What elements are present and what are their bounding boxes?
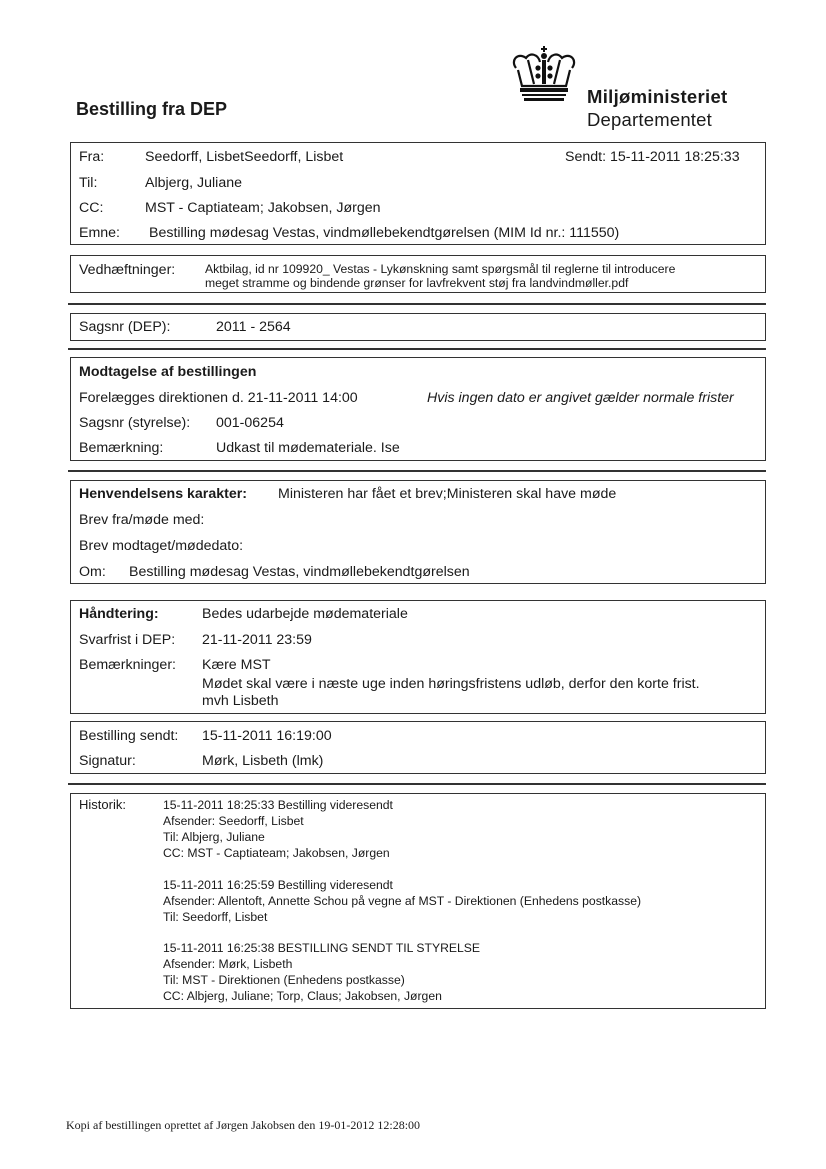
ministry-name [587, 85, 728, 131]
ministry-line2: Departementet [587, 109, 712, 130]
sent-timestamp: Sendt: 15-11-2011 18:25:33 [565, 149, 740, 165]
history-entry-line: Afsender: Seedorff, Lisbet [163, 814, 304, 828]
history-entry-line: Afsender: Allentoft, Annette Schou på vegne af MST - Direktionen (Enhedens postkasse) [163, 894, 642, 908]
inquiry-heading: Henvendelsens karakter: [79, 486, 247, 502]
history-entry-line: Til: Albjerg, Juliane [163, 830, 265, 844]
cc-label: CC: [79, 200, 104, 216]
history-entry-line: 15-11-2011 18:25:33 Bestilling videresendt [163, 798, 393, 812]
signature-label: Signatur: [79, 753, 136, 769]
divider [68, 303, 766, 305]
page-title: Bestilling fra DEP [76, 99, 228, 119]
history-entry-line: CC: MST - Captiateam; Jakobsen, Jørgen [163, 846, 390, 860]
letter-from-label: Brev fra/møde med: [79, 512, 205, 528]
remarks-line: Mødet skal være i næste uge inden høringsfristens udløb, derfor den korte frist. [202, 676, 700, 692]
remarks-line: Kære MST [202, 657, 271, 673]
to-value: Albjerg, Juliane [145, 175, 243, 191]
from-value: Seedorff, LisbetSeedorff, Lisbet [145, 149, 344, 165]
order-sent-value: 15-11-2011 16:19:00 [202, 728, 332, 744]
reception-heading: Modtagelse af bestillingen [79, 364, 257, 380]
attachment-link[interactable]: Aktbilag, id nr 109920_ Vestas - Lykønskning samt spørgsmål til reglerne til introducere [205, 262, 676, 276]
to-label: Til: [79, 175, 98, 191]
case-box [70, 313, 766, 341]
footer-note: Kopi af bestillingen oprettet af Jørgen Jakobsen den 19-01-2012 12:28:00 [66, 1118, 421, 1132]
history-label: Historik: [79, 797, 126, 812]
reception-note: Hvis ingen dato er angivet gælder normale frister [427, 390, 734, 406]
order-sent-label: Bestilling sendt: [79, 728, 179, 744]
remarks-line: mvh Lisbeth [202, 693, 279, 709]
handling-value: Bedes udarbejde mødemateriale [202, 606, 408, 622]
history-entry-line: 15-11-2011 16:25:59 Bestilling videresendt [163, 878, 393, 892]
about-value: Bestilling mødesag Vestas, vindmøllebekendtgørelsen [129, 564, 470, 580]
case-label: Sagsnr (DEP): [79, 319, 171, 335]
history-entry-line: Afsender: Mørk, Lisbeth [163, 957, 293, 971]
letter-received-label: Brev modtaget/mødedato: [79, 538, 244, 554]
reception-case-label: Sagsnr (styrelse): [79, 415, 191, 431]
deadline-label: Svarfrist i DEP: [79, 632, 176, 648]
reception-remark-value: Udkast til mødemateriale. Ise [216, 440, 400, 456]
reception-case-value: 001-06254 [216, 415, 284, 431]
history-entry-line: Til: MST - Direktionen (Enhedens postkasse) [163, 973, 405, 987]
history-entry-line: 15-11-2011 16:25:38 BESTILLING SENDT TIL STYRELSE [163, 941, 481, 955]
subject-label: Emne: [79, 225, 121, 241]
remarks-label: Bemærkninger: [79, 657, 176, 673]
divider [68, 470, 766, 472]
signature-value: Mørk, Lisbeth (lmk) [202, 753, 324, 769]
case-value: 2011 - 2564 [216, 319, 291, 335]
handling-label: Håndtering: [79, 606, 159, 622]
crown-logo-icon [508, 46, 580, 104]
deadline-value: 21-11-2011 23:59 [202, 632, 312, 648]
from-label: Fra: [79, 149, 105, 165]
history-entry-line: CC: Albjerg, Juliane; Torp, Claus; Jakobsen, Jørgen [163, 989, 442, 1003]
ministry-line1: Miljøministeriet [587, 86, 728, 107]
reception-deadline: Forelægges direktionen d. 21-11-2011 14:00 [79, 390, 358, 406]
attachment-link-line2[interactable]: meget stramme og bindende grønser for lavfrekvent støj fra landvindmøller.pdf [205, 276, 629, 290]
cc-value: MST - Captiateam; Jakobsen, Jørgen [145, 200, 381, 216]
attachments-label: Vedhæftninger: [79, 262, 176, 278]
divider [68, 783, 766, 785]
about-label: Om: [79, 564, 106, 580]
inquiry-heading-value: Ministeren har fået et brev;Ministeren skal have møde [278, 486, 617, 502]
history-entry-line: Til: Seedorff, Lisbet [163, 910, 268, 924]
reception-remark-label: Bemærkning: [79, 440, 164, 456]
divider [68, 348, 766, 350]
subject-value: Bestilling mødesag Vestas, vindmøllebekendtgørelsen (MIM Id nr.: 111550) [149, 225, 620, 241]
